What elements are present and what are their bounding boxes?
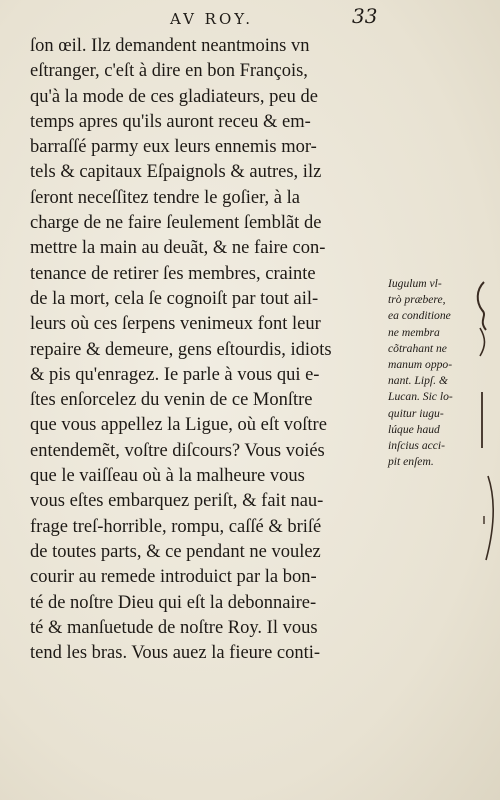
text-line: frage treſ-horrible, rompu, caſſé & briſé [30, 516, 322, 537]
text-line: ſtes enſorcelez du venin de ce Monſtre [30, 390, 313, 411]
marginal-note-line: quitur iugu- [388, 406, 444, 420]
text-line: ſeront neceſſitez tendre le goſier, à la [30, 187, 300, 208]
marginal-note-line: lúque haud [388, 422, 440, 436]
marginal-note-line: Iugulum vl- [388, 277, 442, 290]
text-line: repaire & demeure, gens eſtourdis, idiots [30, 339, 332, 360]
handwritten-bracket-marks [470, 280, 500, 640]
text-line: temps apres qu'ils auront receu & em- [30, 111, 311, 132]
text-line: té & manſuetude de noſtre Roy. Il vous [30, 617, 318, 638]
text-line: de toutes parts, & ce pendant ne voulez [30, 541, 321, 562]
running-head: AV ROY. [170, 10, 254, 28]
marginal-note-line: cõtrahant ne [388, 341, 447, 355]
text-line: tenance de retirer ſes membres, crainte [30, 263, 316, 284]
marginal-note-line: pit enſem. [388, 455, 434, 469]
text-line: vous eſtes embarquez periſt, & fait nau- [30, 491, 324, 512]
text-line: leurs où ces ſerpens venimeux font leur [30, 314, 321, 335]
text-line: courir au remede introduict par la bon- [30, 567, 317, 588]
body-text [30, 34, 390, 666]
text-line: & pis qu'enragez. Ie parle à vous qui e- [30, 364, 320, 385]
marginal-note-line: nant. Lipſ. & [388, 374, 448, 388]
marginal-note-line: ea conditione [388, 309, 451, 323]
text-line: tels & capitaux Eſpaignols & autres, ilz [30, 162, 322, 183]
text-line: mettre la main au deuãt, & ne faire con- [30, 238, 326, 259]
text-line: tend les bras. Vous auez la fieure conti- [30, 643, 321, 664]
marginal-note-line: inſcius acci- [388, 439, 445, 453]
marginal-note-line: ne membra [388, 325, 440, 339]
text-line: ſon œil. Ilz demandent neantmoins vn [30, 36, 310, 56]
text-line: té de noſtre Dieu qui eſt la debonnaire- [30, 592, 317, 613]
text-line: que le vaiſſeau où à la malheure vous [30, 466, 305, 487]
text-line: de la mort, cela ſe cognoiſt par tout ail- [30, 288, 319, 309]
marginal-note-line: Lucan. Sic lo- [388, 390, 453, 404]
text-line: que vous appellez la Ligue, où eſt voſtre [30, 415, 327, 436]
marginal-note-line: manum oppo- [388, 358, 453, 372]
text-line: qu'à la mode de ces gladiateurs, peu de [30, 86, 318, 107]
marginal-note-line: trò præbere, [388, 293, 446, 307]
page-number: 33 [352, 4, 378, 28]
text-line: charge de ne faire ſeulement ſemblãt de [30, 213, 322, 234]
text-line: eſtranger, c'eſt à dire en bon François, [30, 61, 308, 82]
text-line: entendemẽt, voſtre diſcours? Vous voiés [30, 440, 325, 461]
marginal-note [388, 276, 478, 470]
text-line: barraſſé parmy eux leurs ennemis mor- [30, 137, 317, 158]
